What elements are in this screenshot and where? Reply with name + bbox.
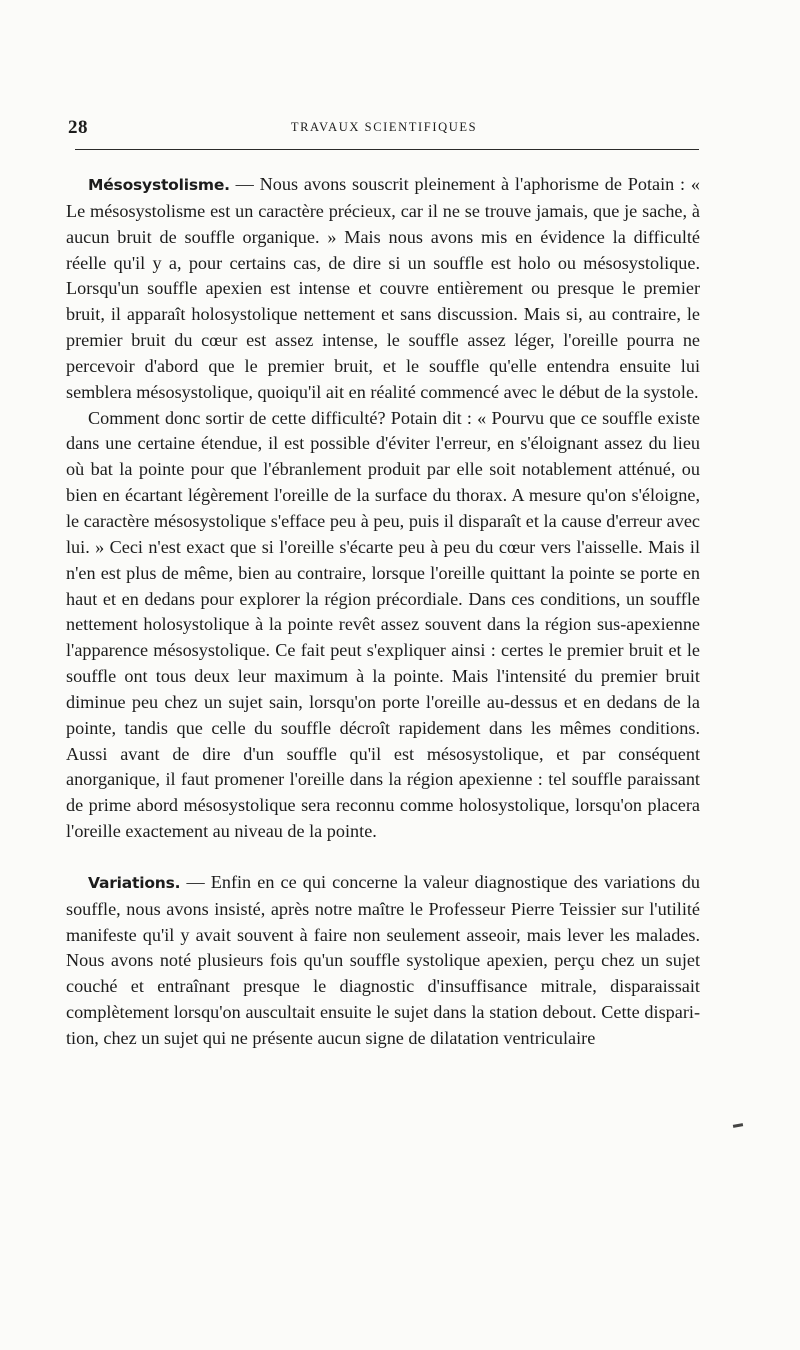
page-number: 28 [68, 117, 88, 138]
paragraph-text: — Enfin en ce qui concerne la valeur diagnostique des variations du souffle, nous avons insisté, après notre maître le Professeur Pierre Teissier sur l'utilité manifeste qu'il y avait souvent à faire non seulement asseoir, mais lever les malades. Nous avons noté plusieurs fois qu'un souffle systolique apexien, perçu chez un sujet couché et entraînant presque le diagnostic d'insuffisance mitrale, disparaissait complètement lorsqu'on auscultait ensuite le sujet dans la station debout. Cette disparition, chez un sujet qui ne présente aucun signe de dilatation ventriculaire [66, 871, 700, 1048]
section-heading-mesosystolisme: Mésosystolisme. [88, 176, 230, 194]
body-text [66, 172, 700, 1052]
paragraph-mesosystolisme [66, 172, 700, 406]
margin-mark [733, 1123, 743, 1128]
header-rule [75, 149, 699, 150]
paragraph-comment-donc: Comment donc sortir de cette difficulté? Potain dit : « Pourvu que ce souffle existe dans une certaine étendue, il est possible d'éviter l'erreur, en s'éloignant assez du lieu où bat la pointe pour que l'ébranlement produit par elle soit notablement atténué, ou bien en écartant légèrement l'oreille de la surface du thorax. A mesure qu'on s'éloigne, le caractère mésosystolique s'efface peu à peu, puis il disparaît et la cause d'erreur avec lui. » Ceci n'est exact que si l'oreille s'écarte peu à peu du cœur vers l'aisselle. Mais il n'en est plus de même, bien au contraire, lorsque l'oreille quittant la pointe se porte en haut et en dedans pour explorer la région précordiale. Dans ces conditions, un souffle nettement holosystolique à la pointe revêt assez souvent dans la région sus-apexienne l'apparence mésosystolique. Ce fait peut s'expliquer ainsi : certes le premier bruit et le souffle ont tous deux leur maximum à la pointe. Mais l'intensité du premier bruit diminue peu chez un sujet sain, lorsqu'on porte l'oreille au-dessus et en dedans de la pointe, tandis que celle du souffle décroît rapidement dans les mêmes conditions. Aussi avant de dire d'un souffle qu'il est mésosystolique, et par conséquent anorganique, il faut promener l'oreille dans la région apexienne : tel souffle paraissant de prime abord mésosystolique sera reconnu comme holosystolique, lorsqu'on placera l'oreille exactement au niveau de la pointe. [66, 407, 700, 842]
paragraph-text: — Nous avons souscrit pleinement à l'aphorisme de Potain : « Le mésosystolisme est un caractère précieux, car il ne se trouve jamais, que je sache, à aucun bruit de souffle organique. » Mais nous avons mis en évidence la difficulté réelle qu'il y a, pour certains cas, de dire si un souffle est holo ou mésosystolique. Lorsqu'un souffle apexien est intense et couvre entièrement ou presque le premier bruit, il apparaît holosystolique nettement et sans discussion. Mais si, au contraire, le premier bruit du cœur est assez intense, le souffle assez léger, l'oreille pourra ne percevoir d'abord que le premier bruit, et le souffle qu'elle entendra ensuite lui semblera mésosystolique, quoiqu'il ait en réalité commencé avec le début de la systole. [66, 174, 700, 402]
running-header [68, 117, 700, 139]
running-title: TRAVAUX SCIENTIFIQUES [290, 120, 478, 134]
paragraph-variations [66, 870, 700, 1052]
section-heading-variations: Variations. [88, 873, 181, 892]
